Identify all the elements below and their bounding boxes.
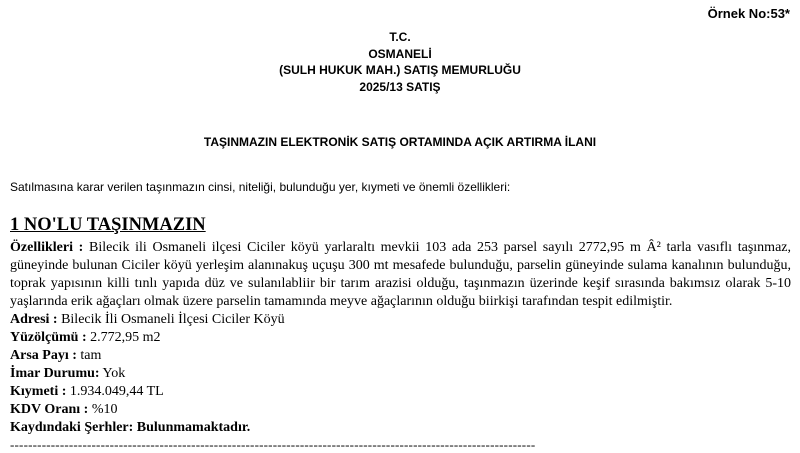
area-row: [10, 329, 791, 347]
sample-number: Örnek No:53*: [707, 6, 790, 21]
zoning-row: [10, 365, 791, 383]
share-label: Arsa Payı :: [10, 348, 77, 363]
header-line-office: (SULH HUKUK MAH.) SATIŞ MEMURLUĞU: [279, 63, 521, 77]
document-header: [0, 29, 800, 95]
intro-text: Satılmasına karar verilen taşınmazın cinsi, niteliği, bulunduğu yer, kıymeti ve önemli özellikleri:: [10, 180, 511, 194]
value-label: Kıymeti :: [10, 384, 67, 399]
area-label: Yüzölçümü :: [10, 330, 87, 345]
notice-title: TAŞINMAZIN ELEKTRONİK SATIŞ ORTAMINDA AÇIK ARTIRMA İLANI: [203, 135, 597, 149]
address-row: [10, 311, 791, 329]
address-label: Adresi :: [10, 312, 58, 327]
annotations-row: [10, 419, 791, 437]
property-details: [10, 239, 791, 437]
vat-label: KDV Oranı :: [10, 402, 89, 417]
value-value: 1.934.049,44 TL: [66, 384, 164, 399]
header-line-case-number: 2025/13 SATIŞ: [359, 79, 441, 94]
header-line-district: OSMANELİ: [368, 46, 432, 61]
address-value: Bilecik İli Osmaneli İlçesi Ciciler Köyü: [57, 312, 285, 327]
annotations-label: Kaydındaki Şerhler: Bulunmamaktadır.: [10, 420, 251, 435]
features-paragraph: [10, 239, 791, 311]
value-row: [10, 383, 791, 401]
features-label: Özellikleri :: [10, 240, 84, 255]
vat-row: [10, 401, 791, 419]
vat-value: %10: [88, 402, 118, 417]
features-value: Bilecik ili Osmaneli ilçesi Ciciler köyü yarlaraltı mevkii 103 ada 253 parsel sayılı 2772,95 m Â² tarla vasıflı taşınmaz, güneyinde bulunan Ciciler köyü yerleşim alanınakuş uçuşu 300 mt mesafede bulunduğu, parselin güneyinde sulama kanalının bulunduğu, toprak yapısının killi tınlı yapıda düz ve sulanılabliir bir tarım arazisi olduğu, taşınmazın üzerinde keşif sırasında bakımsız olarak 5-10 yaşlarında erik ağaçları olmak üzere parselin tamamında meyve ağaçlarının olduğu biirkişi tarafından tespit edilmiştir.: [10, 240, 791, 309]
header-line-tc: T.C.: [389, 30, 411, 44]
area-value: 2.772,95 m2: [86, 330, 161, 345]
share-row: [10, 347, 791, 365]
divider-line: --------------------------------------------------------------------------------------------------------------------: [10, 437, 536, 452]
lot-heading: 1 NO'LU TAŞINMAZIN: [10, 215, 206, 235]
zoning-value: Yok: [99, 366, 126, 381]
zoning-label: İmar Durumu:: [10, 366, 100, 381]
share-value: tam: [76, 348, 102, 363]
